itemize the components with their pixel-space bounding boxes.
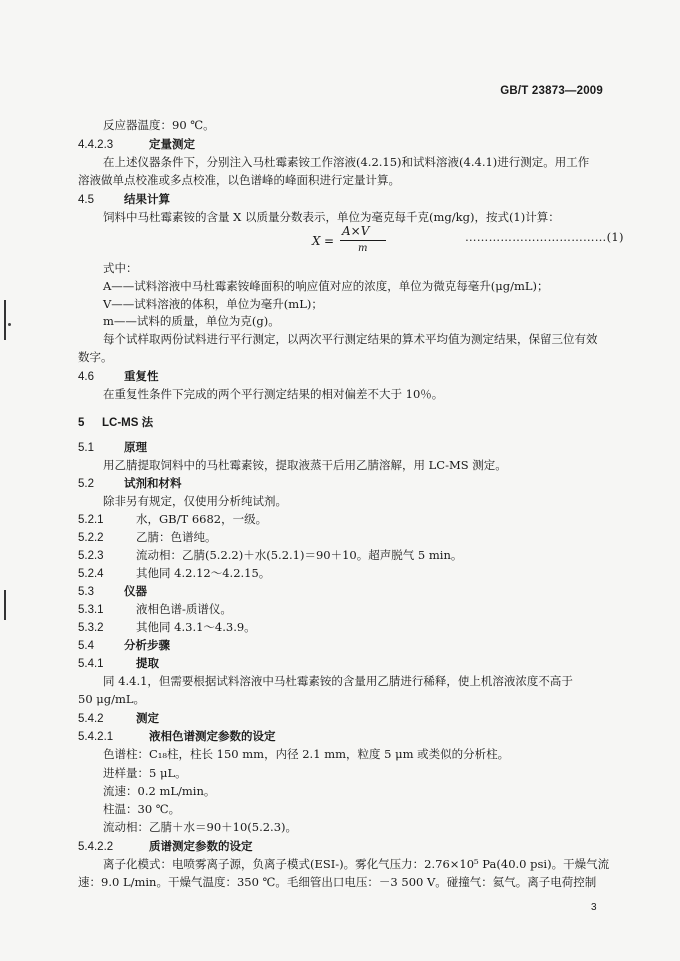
item-5-2-2: 5.2.2 乙腈：色谱纯。	[78, 530, 217, 544]
heading-4-5: 4.5 结果计算	[78, 192, 170, 206]
scan-speck	[8, 323, 11, 326]
heading-5-3: 5.3 仪器	[78, 584, 147, 598]
item-5-3-1: 5.3.1 液相色谱-质谱仪。	[78, 602, 232, 616]
paragraph-line: 除非另有规定，仅使用分析纯试剂。	[103, 494, 287, 508]
param-mobile-phase: 流动相：乙腈＋水＝90＋10(5.2.3)。	[103, 820, 297, 834]
heading-4-6: 4.6 重复性	[78, 369, 159, 383]
heading-5-4-2-1: 5.4.2.1 液相色谱测定参数的设定	[78, 729, 276, 743]
paragraph-line: 50 μg/mL。	[78, 692, 146, 706]
paragraph-line: 数字。	[78, 350, 113, 364]
paragraph-line: 速：9.0 L/min。干燥气温度：350 ℃。毛细管出口电压：－3 500 V。碰撞气：氦气。离子电荷控制	[78, 875, 597, 889]
where-label: 式中：	[103, 261, 138, 275]
item-5-3-2: 5.3.2 其他同 4.3.1～4.3.9。	[78, 620, 256, 634]
scan-margin-mark	[4, 300, 6, 340]
definition-a: A——试料溶液中马杜霉素铵峰面积的响应值对应的浓度，单位为微克每毫升(μg/mL)；	[103, 279, 549, 293]
definition-m: m——试料的质量，单位为克(g)。	[103, 314, 280, 328]
heading-5: 5 LC-MS 法	[78, 417, 154, 429]
paragraph-line: 同 4.4.1，但需要根据试料溶液中马杜霉素铵的含量用乙腈进行稀释，使上机溶液浓度不高于	[103, 674, 573, 688]
paragraph-line: 在上述仪器条件下，分别注入马杜霉素铵工作溶液(4.2.15)和试料溶液(4.4.1)进行测定。用工作	[103, 155, 590, 169]
formula-label: ………………………………(1)	[465, 230, 624, 244]
item-5-2-4: 5.2.4 其他同 4.2.12～4.2.15。	[78, 566, 271, 580]
item-5-2-1: 5.2.1 水，GB/T 6682，一级。	[78, 512, 268, 526]
scan-margin-mark	[4, 590, 6, 620]
document-page: GB/T 23873—2009 反应器温度：90 ℃。 4.4.2.3 定量测定 在上述仪器条件下，分别注入马杜霉素铵工作溶液(4.2.15)和试料溶液(4.4.1)进行测定。用工作 溶液做单点校准或多点校准，以色谱峰的峰面积进行定量计算。 4.5 结果计算 饲料中马杜霉素铵的含量 X 以质量分数表示，单位为毫克每千克(mg/kg)，按式(1)计算： X = A×V m ………………………………(1) 式中： A——试料溶液中马杜霉素铵峰面积的响应值对应的浓度，单位为微克每毫升(μg/mL)； V——试料溶液的体积，单位为毫升(mL)； m——试料的质量，单位为克(g)。 每个试样取两份试料进行平行测定，以两次平行测定结果的算术平均值为测定结果，保留三位有效 数字。 4.6 重复性 在重复性条件下完成的两个平行测定结果的相对偏差不大于 10％。 5 LC-MS 法 5.1 原理 用乙腈提取饲料中的马杜霉素铵，提取液蒸干后用乙腈溶解，用 LC-MS 测定。 5.2 试剂和材料 除非另有规定，仅使用分析纯试剂。 5.2.1 水，GB/T 6682，一级。 5.2.2 乙腈：色谱纯。 5.2.3 流动相：乙腈(5.2.2)＋水(5.2.1)＝90＋10。超声脱气 5 min。 5.2.4 其他同 4.2.12～4.2.15。 5.3 仪器 5.3.1 液相色谱-质谱仪。 5.3.2 其他同 4.3.1～4.3.9。 5.4 分析步骤 5.4.1 提取 同 4.4.1，但需要根据试料溶液中马杜霉素铵的含量用乙腈进行稀释，使上机溶液浓度不高于 50 μg/mL。 5.4.2 测定 5.4.2.1 液相色谱测定参数的设定 色谱柱：C₁₈柱，柱长 150 mm，内径 2.1 mm，粒度 5 μm 或类似的分析柱。 进样量：5 μL。 流速：0.2 mL/min。 柱温：30 ℃。 流动相：乙腈＋水＝90＋10(5.2.3)。 5.4.2.2 质谱测定参数的设定 离子化模式：电喷雾离子源，负离子模式(ESI-)。雾化气压力：2.76×10⁵ Pa(40.0 psi)。干燥气流 速：9.0 L/min。干燥气温度：350 ℃。毛细管出口电压：－3 500 V。碰撞气：氦气。离子电荷控制 3	[0, 0, 680, 961]
paragraph-line: 离子化模式：电喷雾离子源，负离子模式(ESI-)。雾化气压力：2.76×10⁵ Pa(40.0 psi)。干燥气流	[103, 857, 610, 871]
heading-5-4-2-2: 5.4.2.2 质谱测定参数的设定	[78, 839, 253, 853]
heading-5-1: 5.1 原理	[78, 440, 147, 454]
heading-5-4-2: 5.4.2 测定	[78, 711, 159, 725]
param-column: 色谱柱：C₁₈柱，柱长 150 mm，内径 2.1 mm，粒度 5 μm 或类似的分析柱。	[103, 747, 510, 761]
param-temperature: 柱温：30 ℃。	[103, 802, 181, 816]
item-5-2-3: 5.2.3 流动相：乙腈(5.2.2)＋水(5.2.1)＝90＋10。超声脱气 5 min。	[78, 548, 463, 562]
heading-5-4-1: 5.4.1 提取	[78, 656, 159, 670]
page-number: 3	[591, 902, 597, 913]
paragraph-line: 在重复性条件下完成的两个平行测定结果的相对偏差不大于 10％。	[103, 387, 444, 401]
heading-5-4: 5.4 分析步骤	[78, 638, 170, 652]
reactor-temperature: 反应器温度：90 ℃。	[103, 118, 215, 132]
paragraph-line: 溶液做单点校准或多点校准，以色谱峰的峰面积进行定量计算。	[78, 173, 400, 187]
param-flow: 流速：0.2 mL/min。	[103, 784, 216, 798]
standard-code: GB/T 23873—2009	[500, 85, 603, 97]
heading-5-2: 5.2 试剂和材料	[78, 476, 182, 490]
paragraph-line: 每个试样取两份试料进行平行测定，以两次平行测定结果的算术平均值为测定结果，保留三位有效	[103, 332, 598, 346]
definition-v: V——试料溶液的体积，单位为毫升(mL)；	[103, 297, 323, 311]
param-injection: 进样量：5 μL。	[103, 766, 187, 780]
paragraph-line: 用乙腈提取饲料中的马杜霉素铵，提取液蒸干后用乙腈溶解，用 LC-MS 测定。	[103, 458, 507, 472]
heading-4-4-2-3: 4.4.2.3 定量测定	[78, 137, 195, 151]
paragraph-line: 饲料中马杜霉素铵的含量 X 以质量分数表示，单位为毫克每千克(mg/kg)，按式(1)计算：	[103, 210, 560, 224]
